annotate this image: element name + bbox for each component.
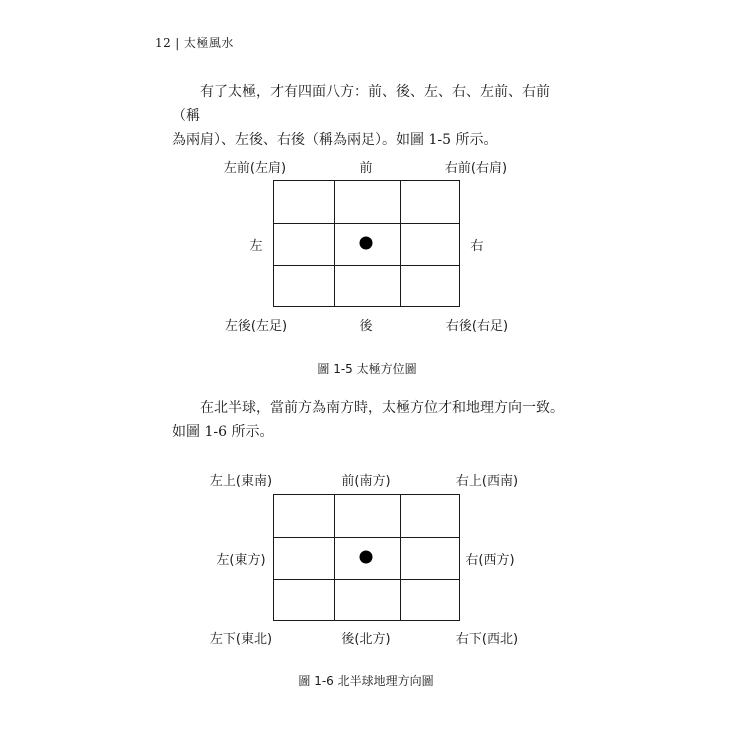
running-header [155,34,234,51]
grid-line [400,495,401,620]
label-bottom-left: 左下(東北) [209,632,273,647]
label-top-center: 前 [359,161,373,176]
taiji-center-dot [360,551,373,564]
label-middle-right: 右 [470,239,484,254]
label-bottom-center: 後(北方) [341,632,391,647]
grid-line [274,579,459,580]
page-number: 12 [155,36,172,50]
paragraph-line: 如圖 1-6 所示。 [172,424,274,440]
label-middle-left: 左(東方) [216,553,266,568]
label-bottom-right: 右下(西北) [455,632,519,647]
label-top-right: 右上(西南) [455,474,519,489]
grid-line [334,495,335,620]
paragraph-line: 有了太極，才有四面八方：前、後、左、右、左前、右前（稱 [172,84,550,124]
grid-line [274,265,459,266]
grid-line [274,223,459,224]
header-separator: | [175,36,180,50]
label-bottom-left: 左後(左足) [224,319,288,334]
paragraph-northern-hemisphere [172,396,567,444]
label-bottom-right: 右後(右足) [445,319,509,334]
label-top-center: 前(南方) [341,474,391,489]
label-top-left: 左上(東南) [209,474,273,489]
book-title: 太極風水 [183,36,234,50]
figure-caption: 圖 1-6 北半球地理方向圖 [298,674,434,688]
label-bottom-center: 後 [359,319,373,334]
label-top-left: 左前(左肩) [223,161,287,176]
label-middle-left: 左 [249,239,263,254]
grid-line [334,181,335,306]
paragraph-line: 為兩肩）、左後、右後（稱為兩足）。如圖 1-5 所示。 [172,132,498,148]
taiji-center-dot [360,237,373,250]
paragraph-line: 在北半球，當前方為南方時，太極方位才和地理方向一致。 [200,400,564,416]
grid-line [400,181,401,306]
label-middle-right: 右(西方) [465,553,515,568]
paragraph-intro [172,80,567,152]
label-top-right: 右前(右肩) [444,161,508,176]
grid-line [274,537,459,538]
figure-caption: 圖 1-5 太極方位圖 [317,362,417,376]
